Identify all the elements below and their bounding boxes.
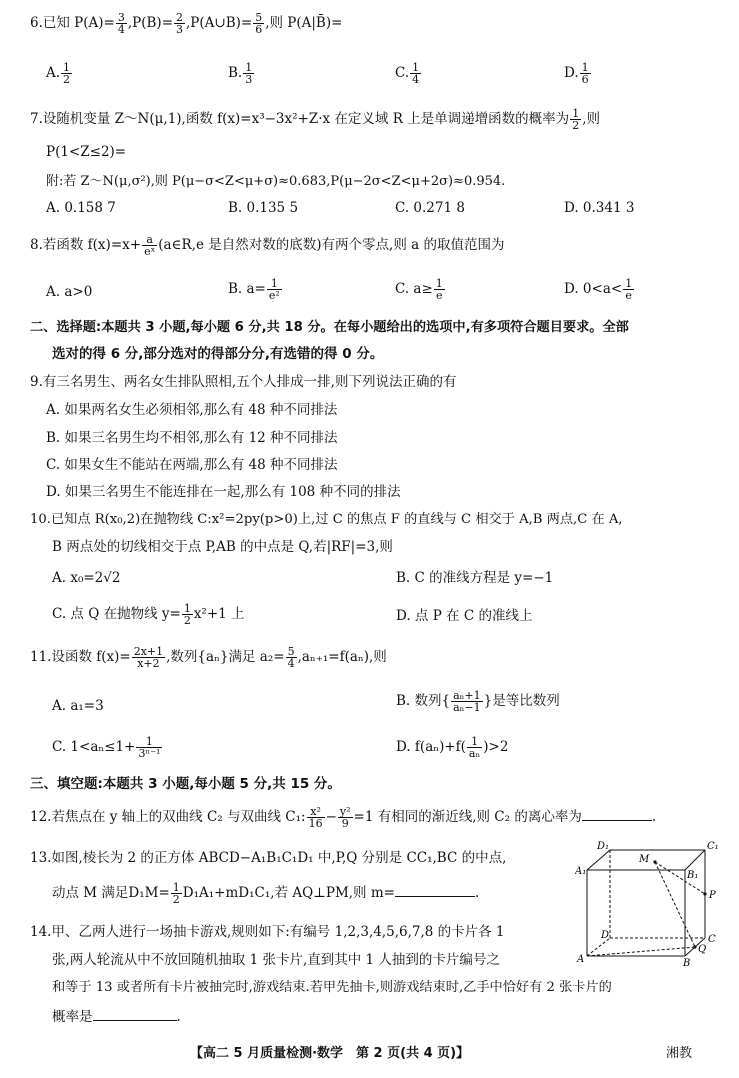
label-Q: Q xyxy=(698,944,707,955)
label-D: D xyxy=(601,930,610,941)
q8-option-a: A. a>0 xyxy=(46,284,93,300)
section-2-heading-line2: 选对的得 6 分,部分选对的得部分分,有选错的得 0 分。 xyxy=(52,346,384,362)
q9-option-a: A. 如果两名女生必须相邻,那么有 48 种不同排法 xyxy=(46,402,338,418)
label-B1: B₁ xyxy=(687,870,699,881)
q10-option-a: A. x₀=2√2 xyxy=(52,570,121,586)
q8-stem: 8.若函数 f(x)=x+ $\frac{a}{\text{eˣ}}$ (a∈R,e 是自然对数的底数)有两个零点,则 a 的取值范围为 xyxy=(30,233,505,258)
section-3-heading: 三、填空题:本题共 3 小题,每小题 5 分,共 15 分。 xyxy=(30,776,341,792)
q9-option-c: C. 如果女生不能站在两端,那么有 48 种不同排法 xyxy=(46,457,338,473)
q10-stem-line2: B 两点处的切线相交于点 P,AB 的中点是 Q,若|RF|=3,则 xyxy=(52,539,393,555)
q14-line3: 和等于 13 或者所有卡片被抽完时,游戏结束.若甲先抽卡,则游戏结束时,乙手中恰好有 2 张卡片的 xyxy=(52,980,612,995)
q7-option-c: C. 0.271 8 xyxy=(395,200,465,216)
q8-option-b: B. a= $\frac{1}{\text{e²}}$ xyxy=(228,277,280,302)
q9-stem: 9.有三名男生、两名女生排队照相,五个人排成一排,则下列说法正确的有 xyxy=(30,374,457,390)
q11-option-d: D. f(aₙ)+f( $\frac{1}{\text{aₙ}}$ )>2 xyxy=(396,735,509,760)
q12-stem: 12.若焦点在 y 轴上的双曲线 C₂ 与双曲线 C₁: $\frac{\text{x²}}{16}$ − $\frac{\text{y²}}{9}$ =1 有相同的渐近线,则 C₂ 的离心率为 . xyxy=(30,805,657,830)
q6-option-c: C. $\frac{1}{4}$ xyxy=(395,61,420,86)
q6-stem-c: ,P(A∪B)= xyxy=(186,15,253,31)
label-C: C xyxy=(708,934,716,945)
q9-option-b: B. 如果三名男生均不相邻,那么有 12 种不同排法 xyxy=(46,430,338,446)
q6-frac3: $\frac{5}{6}$ xyxy=(255,11,263,36)
q6-option-d: D. $\frac{1}{6}$ xyxy=(564,61,589,86)
section-2-heading: 二、选择题:本题共 3 小题,每小题 6 分,共 18 分。在每小题给出的选项中,有多项符合题目要求。全部 xyxy=(30,320,629,335)
q10-option-b: B. C 的准线方程是 y=−1 xyxy=(396,570,554,586)
label-C1: C₁ xyxy=(707,841,719,852)
q8-option-d: D. 0<a< $\frac{1}{e}$ xyxy=(564,277,633,302)
q6-stem-b: ,P(B)= xyxy=(127,15,173,31)
q8-option-c: C. a≥ $\frac{1}{e}$ xyxy=(395,277,443,302)
q7-option-b: B. 0.135 5 xyxy=(228,200,299,216)
q14-answer-blank[interactable] xyxy=(93,1006,177,1021)
q12-answer-blank[interactable] xyxy=(582,806,652,821)
q7-option-a: A. 0.158 7 xyxy=(46,200,116,216)
label-A1: A₁ xyxy=(575,866,587,877)
q9-option-d: D. 如果三名男生不能连排在一起,那么有 108 种不同的排法 xyxy=(46,484,401,500)
q6-option-b: B. $\frac{1}{3}$ xyxy=(228,61,253,86)
cube-figure xyxy=(575,838,725,968)
q7-stem-line1: 7.设随机变量 Z～N(μ,1),函数 f(x)=x³−3x²+Z·x 在定义域 R 上是单调递增函数的概率为 $\frac{1}{2}$ ,则 xyxy=(30,107,600,132)
q7-note: 附:若 Z～N(μ,σ²),则 P(μ−σ<Z<μ+σ)≈0.683,P(μ−2σ<Z<μ+2σ)≈0.954. xyxy=(46,174,506,189)
label-M: M xyxy=(639,854,650,865)
q14-line2: 张,两人轮流从中不放回随机抽取 1 张卡片,直到其中 1 人抽到的卡片编号之 xyxy=(52,952,500,968)
q13-stem-line2: 动点 M 满足D₁M= $\frac{1}{2}$ D₁A₁+mD₁C₁,若 AQ⊥PM,则 m= . xyxy=(52,881,480,906)
footer-right: 湘教 xyxy=(666,1046,693,1061)
q6-option-a: A. $\frac{1}{2}$ xyxy=(46,61,71,86)
q13-answer-blank[interactable] xyxy=(395,882,475,897)
q11-option-c: C. 1<aₙ≤1+ $\frac{1}{\text{3ⁿ⁻¹}}$ xyxy=(52,735,161,760)
q6-stem xyxy=(30,12,342,35)
q6-frac1: $\frac{3}{4}$ xyxy=(117,11,125,36)
q14-line1: 14.甲、乙两人进行一场抽卡游戏,规则如下:有编号 1,2,3,4,5,6,7,8 的卡片各 1 xyxy=(30,924,505,940)
q6-stem-d: ,则 P(A|B̄)= xyxy=(265,15,343,31)
q10-option-c: C. 点 Q 在抛物线 y= $\frac{1}{2}$ x²+1 上 xyxy=(52,602,245,627)
q6-stem-a: 6.已知 P(A)= xyxy=(30,15,115,31)
q14-line4: 概率是 . xyxy=(52,1006,181,1027)
q6-frac2: $\frac{2}{3}$ xyxy=(176,11,183,36)
q13-stem-line1: 13.如图,棱长为 2 的正方体 ABCD−A₁B₁C₁D₁ 中,P,Q 分别是 CC₁,BC 的中点, xyxy=(30,850,507,866)
q11-option-b: B. 数列{ $\frac{\text{aₙ+1}}{\text{aₙ−1}}$ }是等比数列 xyxy=(396,689,560,714)
q11-stem: 11.设函数 f(x)= $\frac{2x+1}{x+2}$ ,数列{aₙ}满足 a₂= $\frac{5}{4}$ ,aₙ₊₁=f(aₙ),则 xyxy=(30,645,387,670)
label-D1: D₁ xyxy=(597,841,610,852)
footer-center: 【高二 5 月质量检测·数学 第 2 页(共 4 页)】 xyxy=(190,1046,470,1061)
label-B: B xyxy=(683,958,691,968)
label-A: A xyxy=(577,954,585,965)
q10-stem-line1: 10.已知点 R(x₀,2)在抛物线 C:x²=2py(p>0)上,过 C 的焦点 F 的直线与 C 相交于 A,B 两点,C 在 A, xyxy=(30,512,623,527)
q10-option-d: D. 点 P 在 C 的准线上 xyxy=(396,608,533,624)
q11-option-a: A. a₁=3 xyxy=(52,698,104,714)
q7-stem-line2: P(1<Z≤2)= xyxy=(46,144,127,160)
label-P: P xyxy=(709,890,716,901)
q7-option-d: D. 0.341 3 xyxy=(564,200,635,216)
